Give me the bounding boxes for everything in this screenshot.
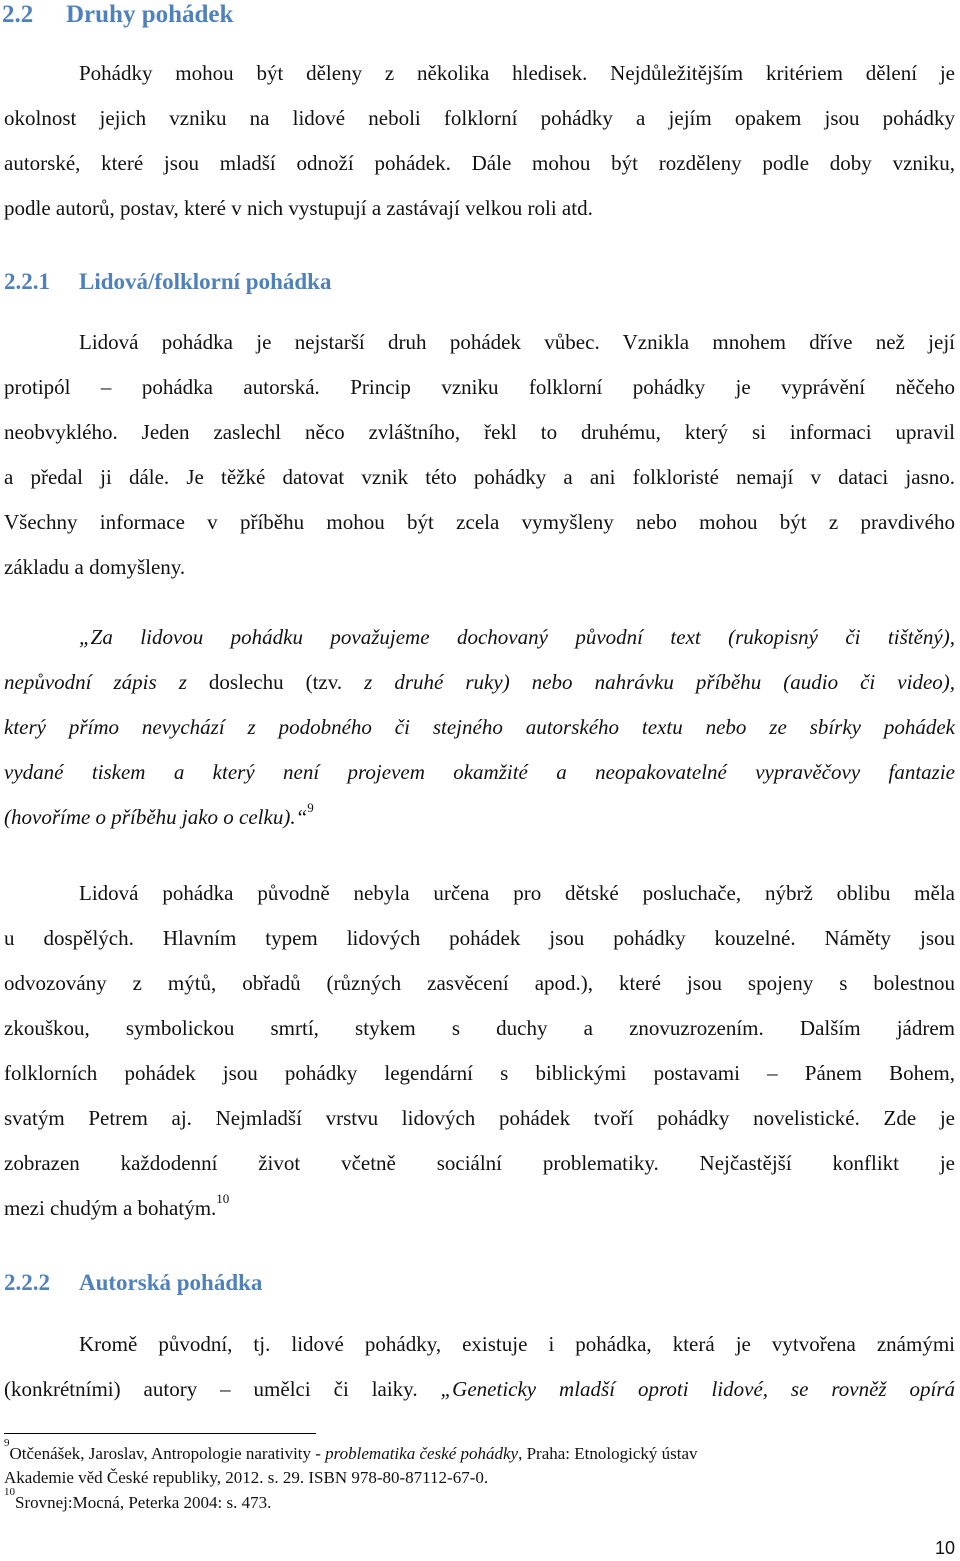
quote-line: „Za lidovou pohádku považujeme dochovaný původní text (rukopisný či tištěný), xyxy=(79,625,955,649)
text-line: autorské, které jsou mladší odnoží pohádek. Dále mohou být rozděleny podle doby vzniku, xyxy=(4,151,955,175)
footnote-10 xyxy=(4,1486,955,1515)
quote-fragment-upright: doslechu (tzv. xyxy=(208,670,343,694)
section-number: 2.2 xyxy=(2,1,34,28)
text-line: Kromě původní, tj. lidové pohádky, existuje i pohádka, která je vytvořena známými xyxy=(79,1332,955,1356)
text-line: u dospělých. Hlavním typem lidových pohádek jsou pohádky kouzelné. Náměty jsou xyxy=(4,926,955,950)
footnote-text: , Praha: Etnologický ústav xyxy=(518,1444,698,1463)
subsection-heading-author xyxy=(4,1268,262,1298)
subsection-title: Lidová/folklorní pohádka xyxy=(79,269,332,294)
text-line: neobvyklého. Jeden zaslechl něco zvláštního, řekl to druhému, který si informaci upravil xyxy=(4,420,955,444)
text-line: zobrazen každodenní život včetně sociální problematiky. Nejčastější konflikt je xyxy=(4,1151,955,1175)
text-line: okolnost jejich vzniku na lidové neboli folklorní pohádky a jejím opakem jsou pohádky xyxy=(4,106,955,130)
subsection-title: Autorská pohádka xyxy=(79,1270,263,1295)
quote-line: který přímo nevychází z podobného či stejného autorského textu nebo ze sbírky pohádek xyxy=(4,715,955,739)
footnote-text-italic: problematika české pohádky xyxy=(325,1444,519,1463)
footnote-marker: 10 xyxy=(4,1486,15,1499)
text-line: a předal ji dále. Je těžké datovat vznik této pohádky a ani folkloristé nemají v dataci jasno. xyxy=(4,465,955,489)
text-line xyxy=(4,1367,955,1412)
page-number: 10 xyxy=(934,1538,955,1558)
subsection-number: 2.2.2 xyxy=(4,1270,50,1295)
footnote-marker: 9 xyxy=(4,1437,10,1450)
quote-line xyxy=(4,660,955,705)
section-title: Druhy pohádek xyxy=(66,1,234,28)
block-quote xyxy=(4,615,955,840)
text-line: základu a domyšleny. xyxy=(4,555,186,579)
text-line: podle autorů, postav, které v nich vystupují a zastávají velkou roli atd. xyxy=(4,196,593,220)
text-line: zkouškou, symbolickou smrtí, stykem s duchy a znovuzrozením. Dalším jádrem xyxy=(4,1016,955,1040)
text-fragment: (konkrétními) autory – umělci či laiky. xyxy=(4,1377,441,1401)
paragraph-folk-audience xyxy=(4,871,955,1231)
text-line: odvozovány z mýtů, obřadů (různých zasvěcení apod.), které jsou spojeny s bolestnou xyxy=(4,971,955,995)
text-line: Pohádky mohou být děleny z několika hledisek. Nejdůležitějším kritériem dělení je xyxy=(79,61,955,85)
footnote-9 xyxy=(4,1437,955,1490)
paragraph-intro xyxy=(4,51,955,231)
section-heading xyxy=(2,0,233,30)
text-line: protipól – pohádka autorská. Princip vzniku folklorní pohádky je vyprávění něčeho xyxy=(4,375,955,399)
footnote-text: Otčenášek, Jaroslav, Antropologie narativity - xyxy=(9,1444,326,1463)
text-line: folklorních pohádek jsou pohádky legendární s biblickými postavami – Pánem Bohem, xyxy=(4,1061,955,1085)
footnote-text: Akademie věd České republiky, 2012. s. 29. ISBN 978-80-87112-67-0. xyxy=(4,1468,489,1487)
quote-line xyxy=(4,795,955,840)
quote-line: vydané tiskem a který není projevem okamžité a neopakovatelné vypravěčovy fantazie xyxy=(4,760,955,784)
text-fragment-italic: „Geneticky mladší oproti lidové, se rovněž opírá xyxy=(440,1377,955,1401)
subsection-number: 2.2.1 xyxy=(4,269,50,294)
text-line: svatým Petrem aj. Nejmladší vrstvu lidových pohádek tvoří pohádky novelistické. Zde je xyxy=(4,1106,955,1130)
text-line: Lidová pohádka původně nebyla určena pro dětské posluchače, nýbrž oblibu měla xyxy=(79,881,955,905)
paragraph-folk-origin xyxy=(4,320,955,590)
text-line xyxy=(4,1186,955,1231)
footnote-text: Srovnej:Mocná, Peterka 2004: s. 473. xyxy=(15,1493,272,1512)
text-line: Lidová pohádka je nejstarší druh pohádek vůbec. Vznikla mnohem dříve než její xyxy=(79,330,955,354)
paragraph-author xyxy=(4,1322,955,1412)
footnote-ref[interactable]: 10 xyxy=(216,1191,230,1206)
quote-fragment: nepůvodní zápis z xyxy=(4,670,209,694)
quote-fragment: z druhé ruky) nebo nahrávku příběhu (audio či video), xyxy=(342,670,956,694)
subsection-heading-folk xyxy=(4,267,331,297)
footnote-ref[interactable]: 9 xyxy=(307,800,314,815)
quote-fragment: (hovoříme o příběhu jako o celku).“ xyxy=(4,805,308,829)
text-line: Všechny informace v příběhu mohou být zcela vymyšleny nebo mohou být z pravdivého xyxy=(4,510,955,534)
footnote-separator xyxy=(4,1433,316,1434)
text-fragment: mezi chudým a bohatým. xyxy=(4,1196,217,1220)
